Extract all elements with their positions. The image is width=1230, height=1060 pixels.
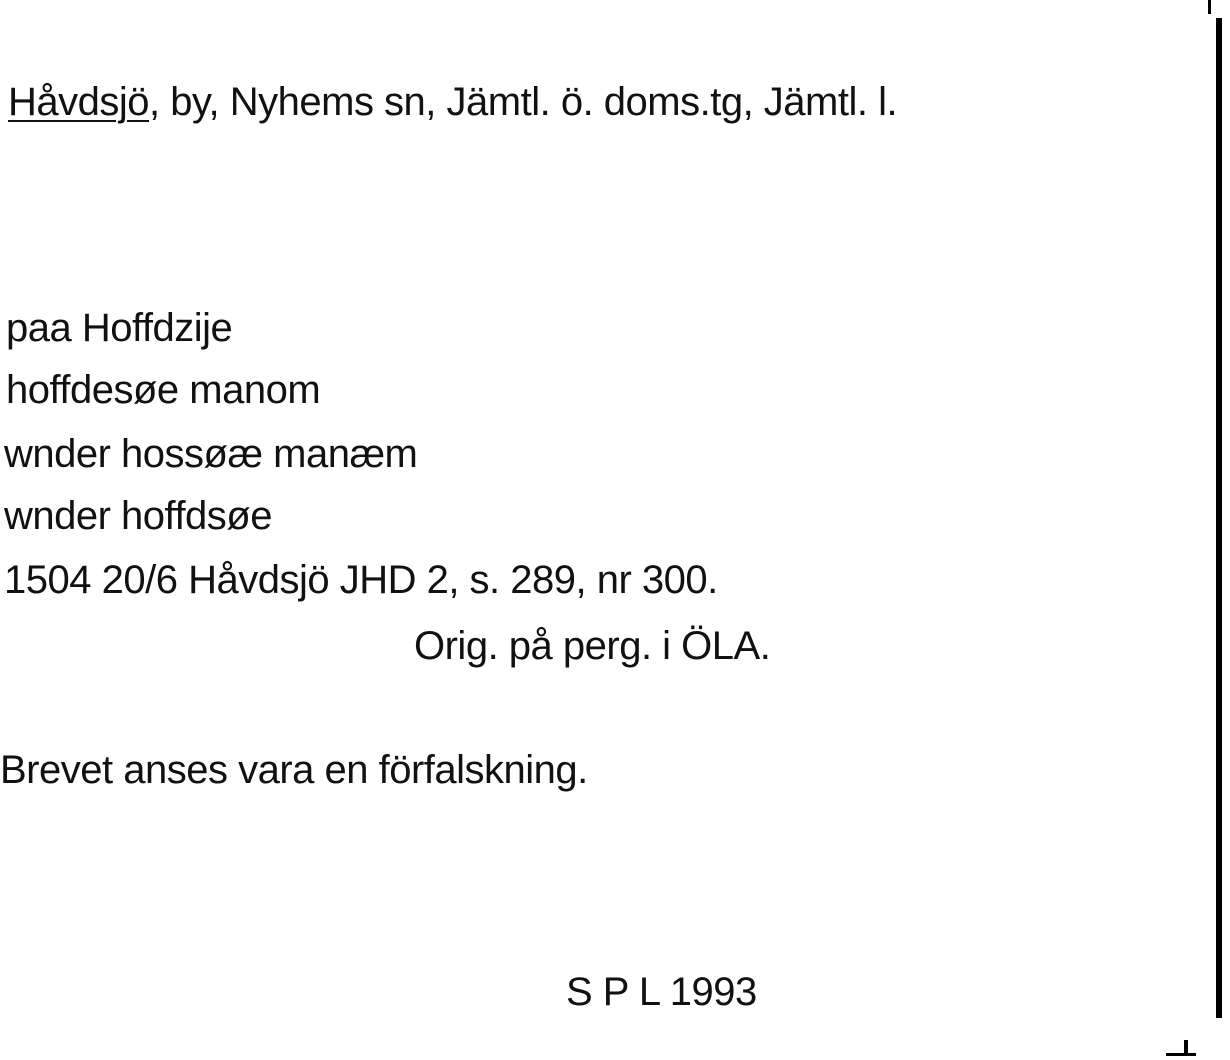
form-line-1: paa Hoffdzije [6, 306, 233, 350]
form-line-3: wnder hossøæ manæm [4, 432, 418, 476]
heading-line [8, 82, 897, 122]
source-original: Orig. på perg. i ÖLA. [414, 624, 771, 668]
card-corner-mark [1166, 1040, 1196, 1058]
card-right-edge [1216, 18, 1222, 1018]
heading-details: , by, Nyhems sn, Jämtl. ö. doms.tg, Jämtl. l. [149, 80, 898, 124]
source-citation: 1504 20/6 Håvdsjö JHD 2, s. 289, nr 300. [4, 558, 718, 602]
form-line-2: hoffdesøe manom [6, 368, 321, 412]
form-line-4: wnder hoffdsøe [4, 494, 272, 538]
heading-place-name: Håvdsjö [8, 80, 150, 124]
card-top-tick [1208, 0, 1211, 14]
note-text: Brevet anses vara en förfalskning. [0, 748, 588, 792]
signature: S P L 1993 [566, 970, 757, 1014]
